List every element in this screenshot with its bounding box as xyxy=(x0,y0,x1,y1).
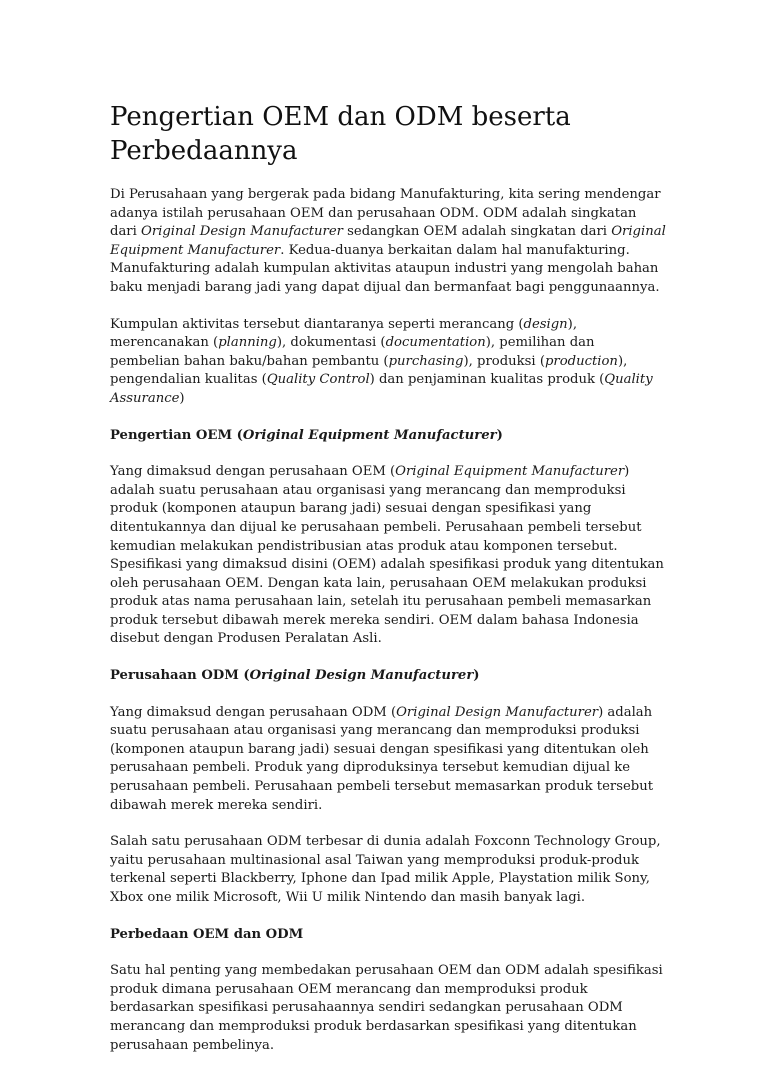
oem-text-1: Yang dimaksud dengan perusahaan OEM ( xyxy=(110,464,396,480)
oem-heading-suffix: ) xyxy=(496,427,503,443)
odm-term: Original Design Manufacturer xyxy=(396,704,599,720)
oem-paragraph xyxy=(110,463,666,649)
odm-heading-term: Original Design Manufacturer xyxy=(249,668,474,684)
activities-text-4: ), pemilihan dan pembelian bahan baku/bahan pembantu ( xyxy=(110,335,595,369)
activities-text-6: ), pengendalian kualitas ( xyxy=(110,353,628,388)
odm-section-heading xyxy=(110,667,666,686)
oem-heading-prefix: Pengertian OEM ( xyxy=(110,427,243,443)
difference-paragraph: Satu hal penting yang membedakan perusahaan OEM dan ODM adalah spesifikasi produk dimana perusahaan OEM merancang dan memproduksi produk berdasarkan spesifikasi perusahaannya sendiri sedangkan perusahaan ODM merancang dan memproduksi produk berdasarkan spesifikasi yang ditentukan perusahaan pembelinya. xyxy=(110,963,663,1053)
odm-heading-suffix: ) xyxy=(473,668,480,684)
odm-text-2: ) adalah suatu perusahaan atau organisasi yang merancang dan memproduksi produksi (komponen ataupun barang jadi) sesuai dengan spesifikasi yang ditentukan oleh perusahaan pembeli. Produk yang diproduksinya tersebut kemudian dijual ke perusahaan pembeli. Perusahaan pembeli tersebut memasarkan produk tersebut dibawah merek mereka sendiri. xyxy=(110,704,654,813)
intro-text-3: . Kedua-duanya berkaitan dalam hal manufakturing. Manufakturing adalah kumpulan aktivitas ataupun industri yang mengolah bahan baku menjadi barang jadi yang dapat dijual dan bermanfaat bagi penggunaannya. xyxy=(110,242,660,295)
activities-text-8: ) xyxy=(179,390,185,406)
oem-text-2: ) adalah suatu perusahaan atau organisasi yang merancang dan memproduksi produk (komponen ataupun barang jadi) sesuai dengan spesifikasi yang ditentukannya dan dijual ke perusahaan pembeli. Perusahaan pembeli tersebut kemudian melakukan pendistribusian atas produk atau komponen tersebut. Spesifikasi yang dimaksud disini (OEM) adalah spesifikasi produk yang ditentukan oleh perusahaan OEM. Dengan kata lain, perusahaan OEM melakukan produksi produk atas nama perusahaan lain, setelah itu perusahaan pembeli memasarkan produk tersebut dibawah merek mereka sendiri. OEM dalam bahasa Indonesia disebut dengan Produsen Peralatan Asli. xyxy=(110,464,664,647)
oem-section-heading xyxy=(110,427,666,446)
page-title: Pengertian OEM dan ODM beserta Perbedaannya xyxy=(110,102,571,166)
oem-heading-term: Original Equipment Manufacturer xyxy=(242,427,497,443)
term-quality-assurance: Quality Assurance xyxy=(110,372,653,406)
term-design: design xyxy=(523,316,568,332)
odm-paragraph xyxy=(110,704,666,816)
term-purchasing: purchasing xyxy=(388,353,464,369)
activities-text-3: ), dokumentasi ( xyxy=(276,335,386,351)
activities-text-2: ), merencanakan ( xyxy=(110,316,578,351)
intro-text-2: sedangkan OEM adalah singkatan dari xyxy=(342,224,612,240)
term-planning: planning xyxy=(218,335,277,351)
intro-paragraph xyxy=(110,186,666,298)
intro-odm-term: Original Design Manufacturer xyxy=(141,224,343,240)
activities-paragraph xyxy=(110,316,666,409)
term-production: production xyxy=(544,353,618,369)
term-documentation: documentation xyxy=(385,335,486,351)
term-quality-control: Quality Control xyxy=(266,372,370,388)
intro-oem-term: Original Equipment Manufacturer xyxy=(110,224,666,258)
activities-text-7: ) dan penjaminan kualitas produk ( xyxy=(369,372,605,388)
oem-term: Original Equipment Manufacturer xyxy=(395,464,625,480)
difference-section-heading: Perbedaan OEM dan ODM xyxy=(110,926,304,942)
intro-text-1: Di Perusahaan yang bergerak pada bidang Manufakturing, kita sering mendengar adanya istilah perusahaan OEM dan perusahaan ODM. ODM adalah singkatan dari xyxy=(110,187,661,240)
odm-heading-prefix: Perusahaan ODM ( xyxy=(110,668,250,684)
document-page xyxy=(110,100,666,1073)
foxconn-paragraph: Salah satu perusahaan ODM terbesar di dunia adalah Foxconn Technology Group, yaitu perusahaan multinasional asal Taiwan yang memproduksi produk-produk terkenal seperti Blackberry, Iphone dan Ipad milik Apple, Playstation milik Sony, Xbox one milik Microsoft, Wii U milik Nintendo dan masih banyak lagi. xyxy=(110,834,661,905)
activities-text-5: ), produksi ( xyxy=(463,353,545,369)
odm-text-1: Yang dimaksud dengan perusahaan ODM ( xyxy=(110,704,397,720)
activities-text-1: Kumpulan aktivitas tersebut diantaranya seperti merancang ( xyxy=(110,316,524,332)
